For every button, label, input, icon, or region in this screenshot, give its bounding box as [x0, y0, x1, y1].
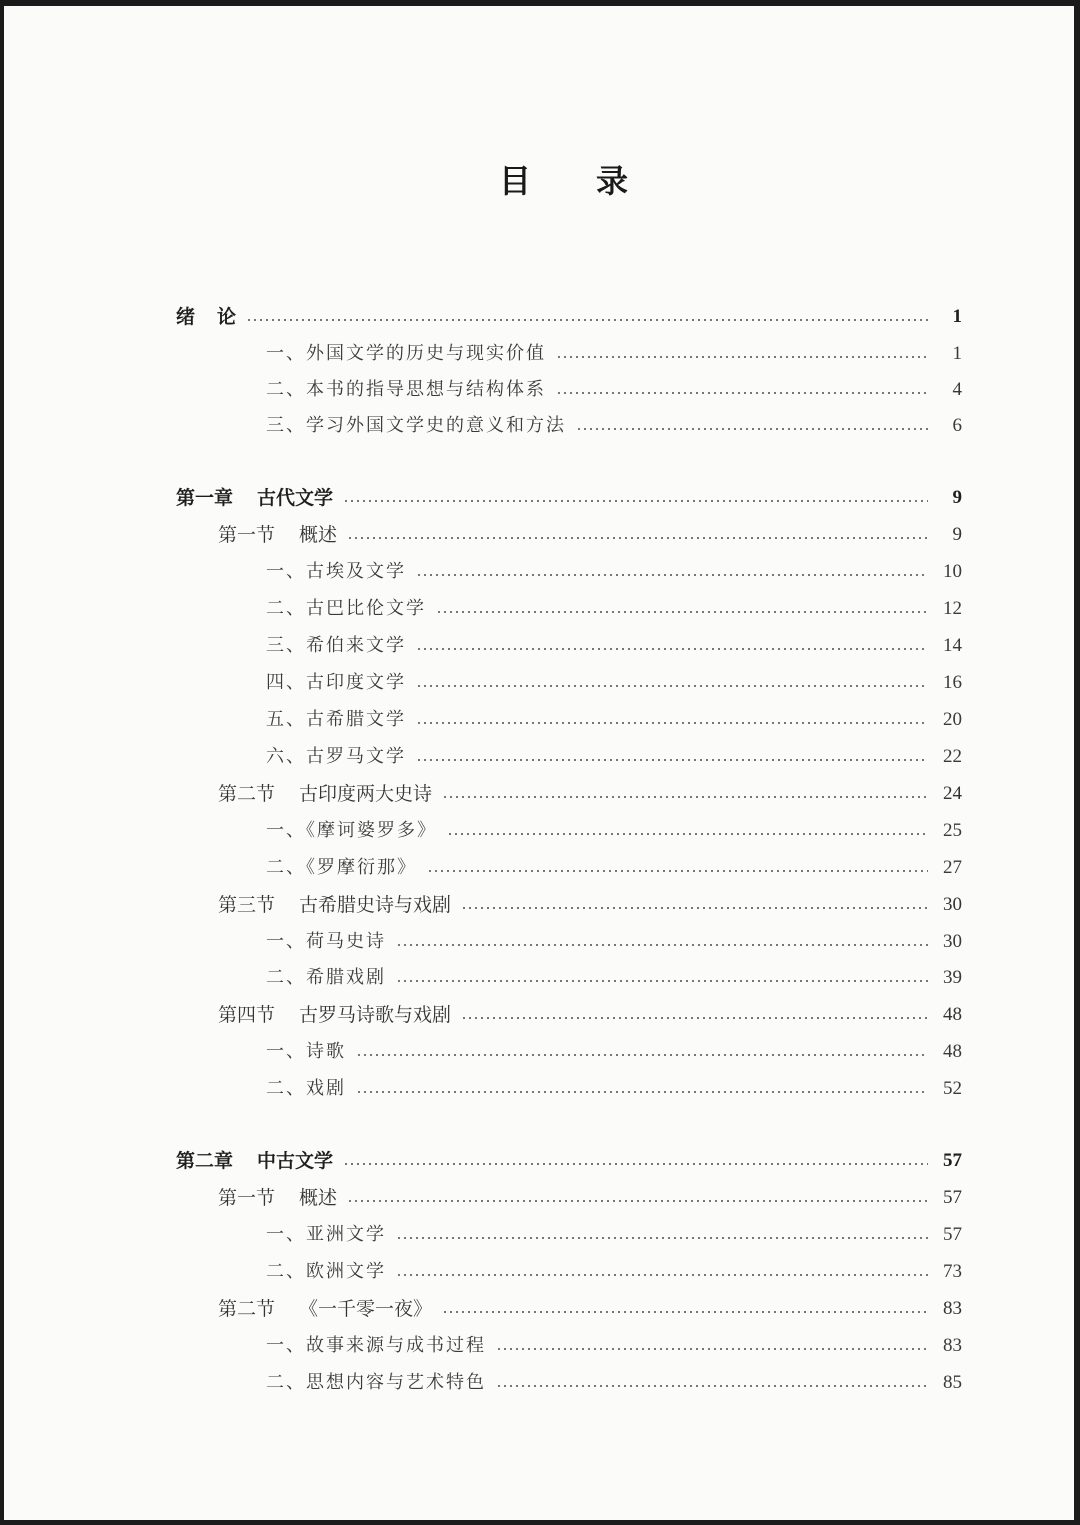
dot-leader — [343, 500, 928, 502]
toc-entry — [266, 1369, 962, 1397]
dot-leader — [356, 1091, 928, 1093]
toc-page-number: 83 — [943, 1298, 962, 1319]
toc-entry — [266, 817, 962, 845]
dot-leader — [416, 574, 928, 576]
toc-entry-title: 二、希腊戏剧 — [266, 967, 386, 988]
toc-section-title: 《一千零一夜》 — [299, 1298, 433, 1320]
toc-entry-title: 一、《摩诃婆罗多》 — [266, 820, 437, 841]
toc-page-number: 57 — [943, 1187, 962, 1208]
toc-page-number: 14 — [943, 635, 962, 656]
toc-entry-title: 二、《罗摩衍那》 — [266, 857, 417, 878]
dot-leader — [442, 796, 928, 798]
dot-leader — [436, 611, 928, 613]
toc-section-number: 第一节 — [218, 524, 276, 546]
toc-entry — [266, 669, 962, 697]
toc-section-title: 古希腊史诗与戏剧 — [299, 894, 452, 916]
toc-section-number: 第二节 — [218, 1298, 276, 1320]
toc-entry — [266, 632, 962, 660]
table-of-contents — [4, 6, 1074, 1520]
dot-leader — [416, 759, 928, 761]
toc-entry-title: 五、古希腊文学 — [266, 709, 406, 730]
dot-leader — [246, 319, 928, 321]
toc-section — [218, 1184, 962, 1212]
toc-page-number: 48 — [943, 1004, 962, 1025]
toc-entry-title: 一、古埃及文学 — [266, 561, 406, 582]
dot-leader — [442, 1311, 928, 1313]
toc-entry-title: 二、欧洲文学 — [266, 1261, 386, 1282]
toc-entry-title: 一、荷马史诗 — [266, 931, 386, 952]
dot-leader — [447, 833, 928, 835]
toc-section — [218, 891, 962, 919]
dot-leader — [343, 1163, 928, 1165]
toc-entry-title: 二、本书的指导思想与结构体系 — [266, 379, 546, 400]
toc-page-number: 85 — [943, 1372, 962, 1393]
toc-page-number: 6 — [952, 415, 962, 436]
dot-leader — [461, 907, 928, 909]
toc-page-number: 9 — [952, 487, 962, 508]
dot-leader — [396, 1274, 928, 1276]
dot-leader — [576, 428, 928, 430]
toc-page-number: 24 — [943, 783, 962, 804]
toc-page-number: 30 — [943, 894, 962, 915]
dot-leader — [396, 980, 928, 982]
dot-leader — [496, 1348, 928, 1350]
document-page — [4, 6, 1074, 1520]
toc-section-number: 第三节 — [218, 894, 276, 916]
dot-leader — [427, 870, 928, 872]
toc-entry-title: 一、外国文学的历史与现实价值 — [266, 343, 546, 364]
toc-entry-title: 一、亚洲文学 — [266, 1224, 386, 1245]
toc-page-number: 39 — [943, 967, 962, 988]
toc-entry — [266, 1221, 962, 1249]
toc-entry-title: 一、诗歌 — [266, 1041, 346, 1062]
toc-page-number: 1 — [952, 343, 962, 364]
toc-chapter-title: 古代文学 — [257, 487, 334, 509]
toc-entry — [266, 595, 962, 623]
toc-entry — [266, 1258, 962, 1286]
toc-page-number: 30 — [943, 931, 962, 952]
dot-leader — [461, 1017, 928, 1019]
toc-page-number: 12 — [943, 598, 962, 619]
toc-section — [218, 1295, 962, 1323]
toc-entry-introduction — [176, 303, 962, 331]
toc-page-number: 57 — [943, 1150, 962, 1171]
toc-entry-title-part: 论 — [217, 306, 237, 328]
dot-leader — [416, 648, 928, 650]
dot-leader — [356, 1054, 928, 1056]
toc-entry — [266, 1075, 962, 1103]
toc-entry-title: 二、古巴比伦文学 — [266, 598, 426, 619]
toc-chapter-number: 第二章 — [176, 1150, 234, 1172]
toc-section-number: 第四节 — [218, 1004, 276, 1026]
toc-page-number: 83 — [943, 1335, 962, 1356]
toc-chapter-2 — [176, 1147, 962, 1175]
toc-chapter-1 — [176, 484, 962, 512]
toc-page-number: 57 — [943, 1224, 962, 1245]
dot-leader — [396, 1237, 928, 1239]
toc-entry — [266, 854, 962, 882]
toc-entry — [266, 964, 962, 992]
toc-page-number: 9 — [952, 524, 962, 545]
page-title-char-1: 目 — [499, 162, 532, 200]
toc-entry-title: 一、故事来源与成书过程 — [266, 1335, 486, 1356]
toc-section-number: 第二节 — [218, 783, 276, 805]
toc-page-number: 52 — [943, 1078, 962, 1099]
dot-leader — [347, 537, 928, 539]
dot-leader — [416, 722, 928, 724]
toc-section-title: 古罗马诗歌与戏剧 — [299, 1004, 452, 1026]
toc-entry-title: 四、古印度文学 — [266, 672, 406, 693]
toc-entry-title: 二、戏剧 — [266, 1078, 346, 1099]
toc-entry-title: 六、古罗马文学 — [266, 746, 406, 767]
toc-entry — [266, 412, 962, 440]
toc-page-number: 4 — [952, 379, 962, 400]
toc-section-title: 概述 — [299, 524, 338, 546]
toc-page-number: 48 — [943, 1041, 962, 1062]
toc-entry — [266, 928, 962, 956]
dot-leader — [556, 356, 928, 358]
toc-entry — [266, 340, 962, 368]
dot-leader — [556, 392, 928, 394]
page-title-char-2: 录 — [596, 162, 629, 200]
dot-leader — [347, 1200, 928, 1202]
toc-section-number: 第一节 — [218, 1187, 276, 1209]
toc-section — [218, 521, 962, 549]
toc-entry — [266, 1038, 962, 1066]
toc-page-number: 20 — [943, 709, 962, 730]
dot-leader — [396, 944, 928, 946]
toc-entry — [266, 376, 962, 404]
toc-page-number: 10 — [943, 561, 962, 582]
toc-entry — [266, 743, 962, 771]
toc-page-number: 73 — [943, 1261, 962, 1282]
toc-chapter-number: 第一章 — [176, 487, 234, 509]
toc-entry — [266, 1332, 962, 1360]
toc-entry-title: 三、学习外国文学史的意义和方法 — [266, 415, 566, 436]
toc-chapter-title: 中古文学 — [257, 1150, 334, 1172]
toc-page-number: 25 — [943, 820, 962, 841]
toc-page-number: 16 — [943, 672, 962, 693]
dot-leader — [496, 1385, 928, 1387]
toc-entry-title: 绪 — [176, 306, 196, 328]
toc-page-number: 22 — [943, 746, 962, 767]
toc-section — [218, 780, 962, 808]
dot-leader — [416, 685, 928, 687]
toc-section-title: 概述 — [299, 1187, 338, 1209]
toc-section-title: 古印度两大史诗 — [299, 783, 433, 805]
toc-section — [218, 1001, 962, 1029]
toc-entry-title: 三、希伯来文学 — [266, 635, 406, 656]
toc-page-number: 27 — [943, 857, 962, 878]
toc-entry — [266, 706, 962, 734]
toc-page-number: 1 — [952, 306, 962, 327]
toc-entry — [266, 558, 962, 586]
toc-entry-title: 二、思想内容与艺术特色 — [266, 1372, 486, 1393]
